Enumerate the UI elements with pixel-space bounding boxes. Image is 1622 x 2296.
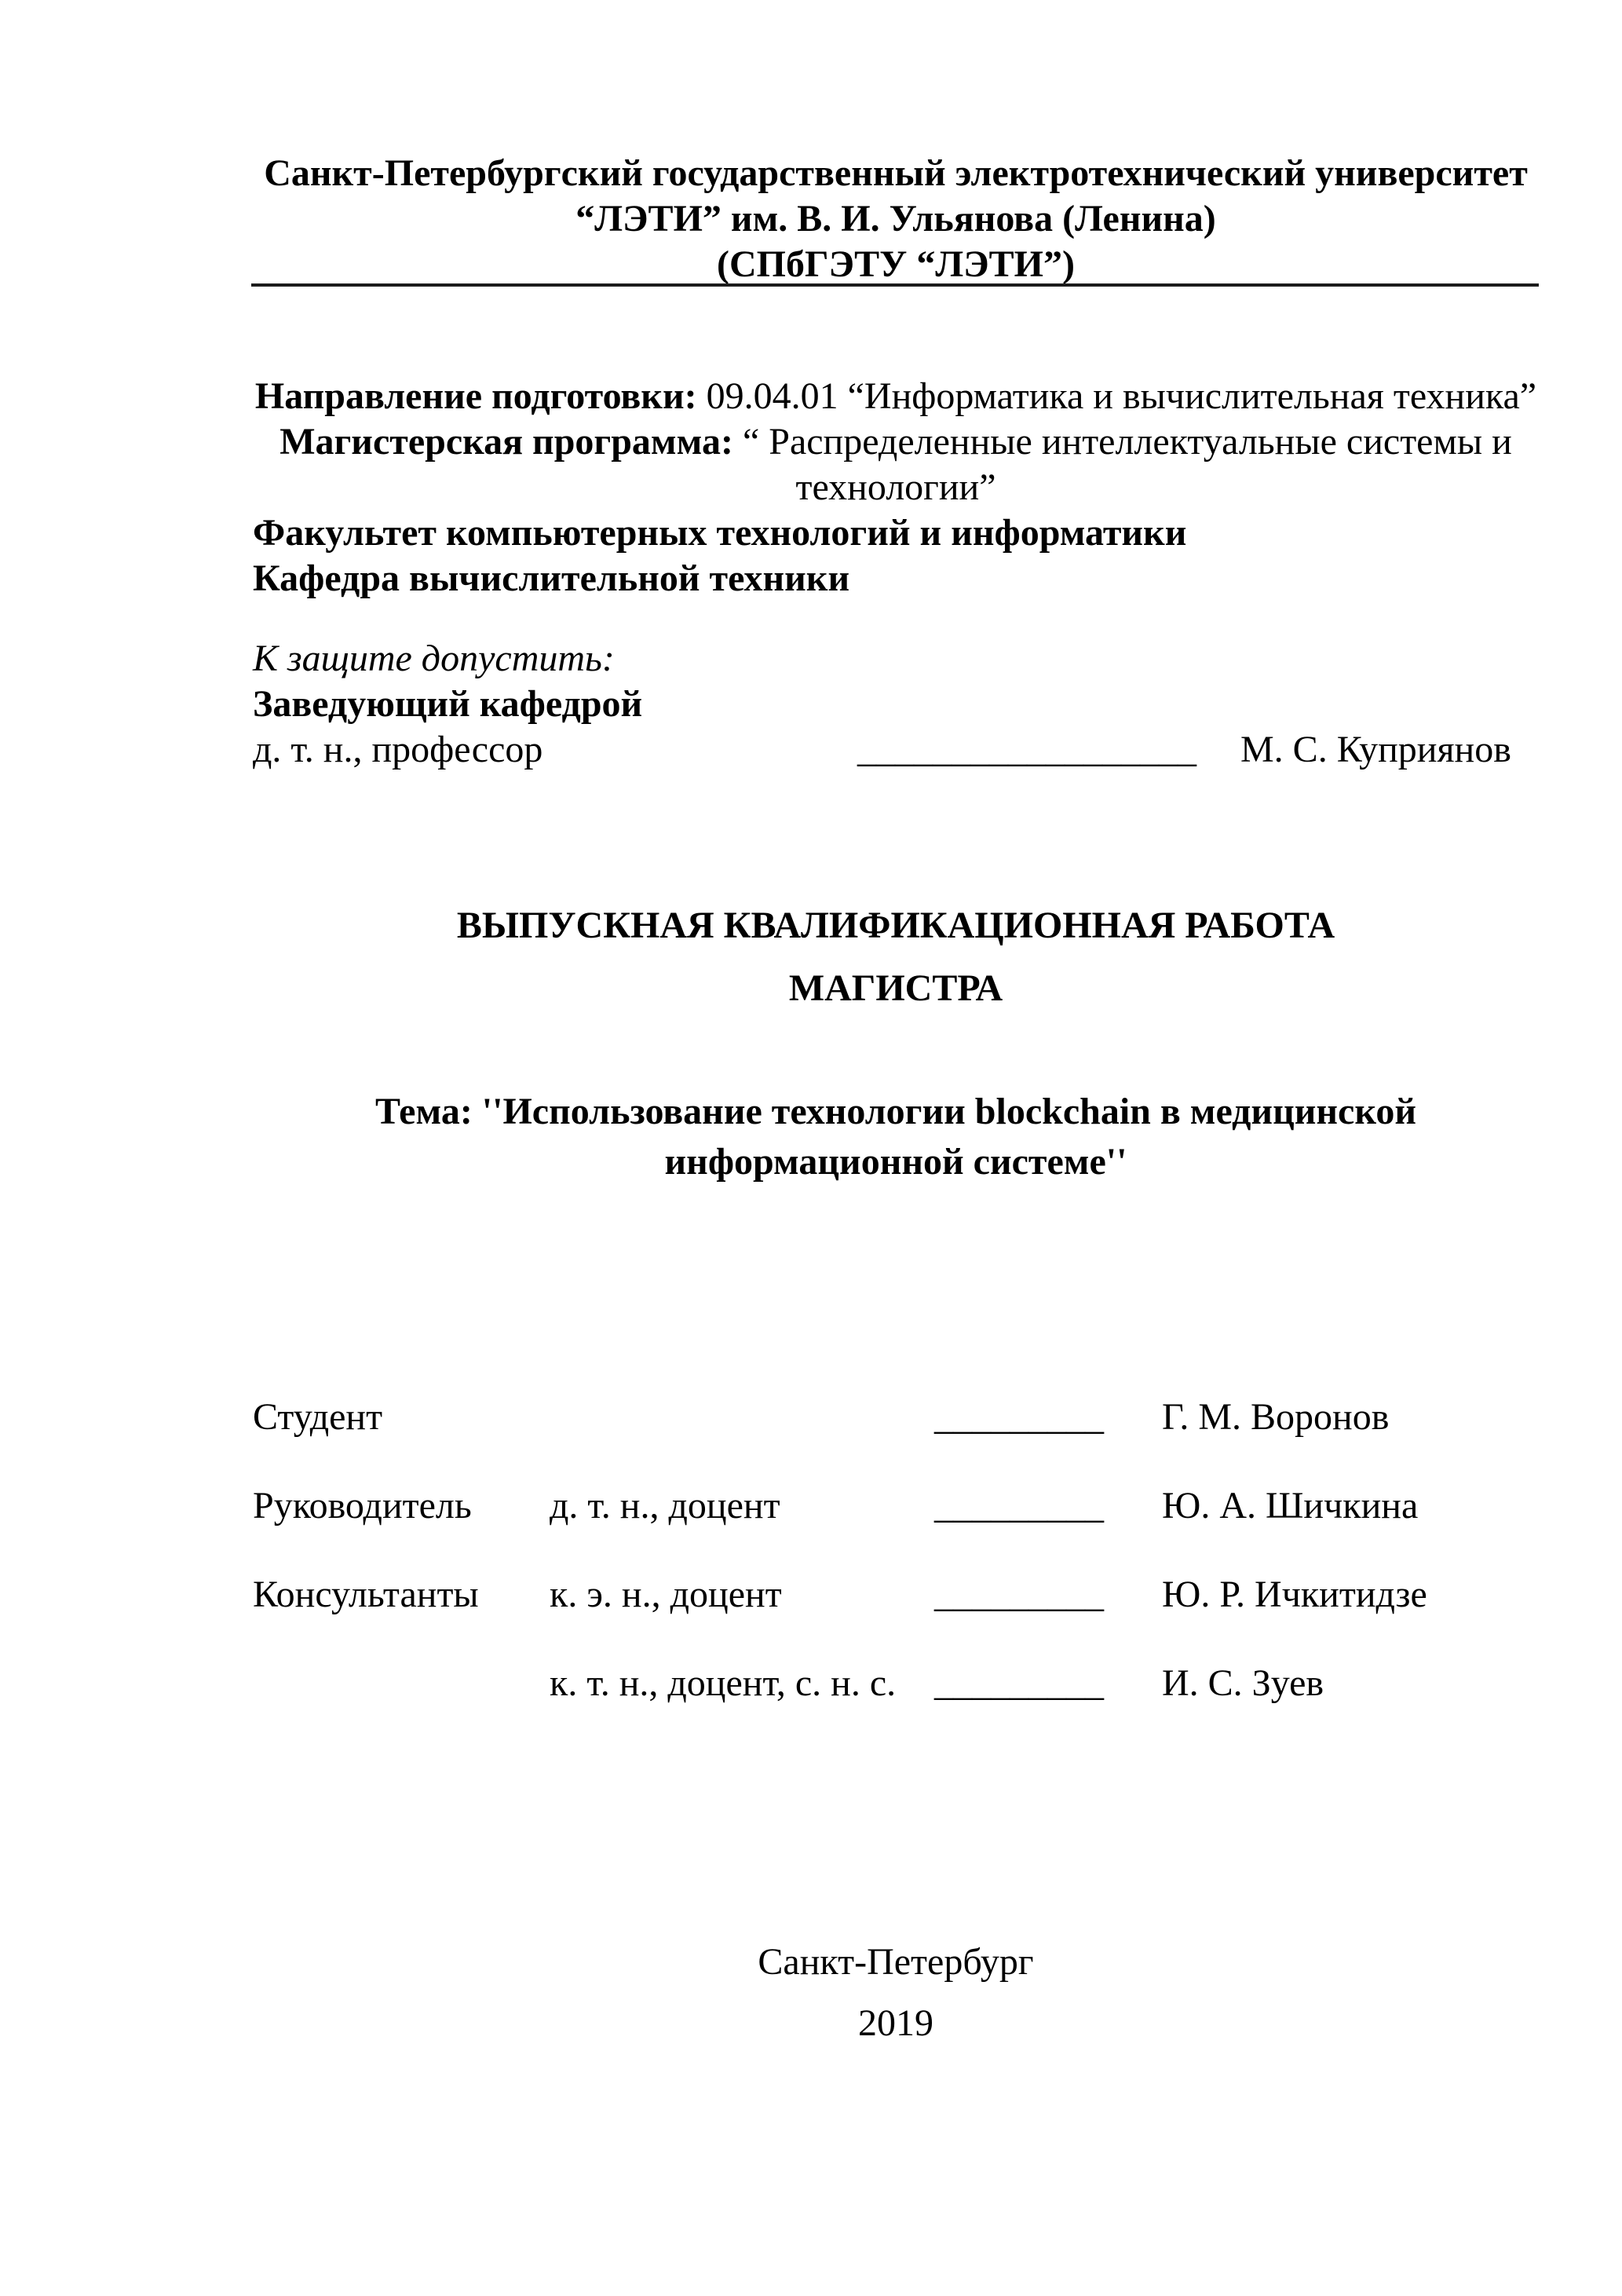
faculty-line: Факультет компьютерных технологий и информатики [253, 512, 1187, 554]
permit-line: К защите допустить: [253, 638, 615, 679]
head-signature-blank: __________________ [857, 729, 1196, 770]
head-signature-row [253, 727, 1539, 773]
signature-row [253, 1395, 1539, 1440]
footer-block [253, 1940, 1539, 2046]
signature-degree: к. т. н., доцент, с. н. с. [550, 1662, 897, 1704]
university-name-leti: “ЛЭТИ” им. В. И. Ульянова (Ленина) [575, 198, 1216, 239]
work-title-line1: ВЫПУСКНАЯ КВАЛИФИКАЦИОННАЯ РАБОТА [456, 905, 1335, 946]
signature-role: Руководитель [253, 1485, 472, 1526]
university-abbreviation: (СПбГЭТУ “ЛЭТИ”) [717, 243, 1075, 285]
direction-line [253, 374, 1539, 419]
head-of-department-title: Заведующий кафедрой [253, 683, 643, 725]
header-rule [251, 283, 1539, 287]
signature-row [253, 1572, 1539, 1618]
program-block [253, 374, 1539, 601]
signature-degree: д. т. н., доцент [550, 1485, 780, 1526]
signature-name: Г. М. Воронов [1162, 1396, 1390, 1438]
signature-name: Ю. А. Шичкина [1162, 1485, 1419, 1526]
signature-blank: _________ [934, 1574, 1104, 1615]
signature-degree: к. э. н., доцент [550, 1574, 782, 1615]
university-header [253, 151, 1539, 287]
direction-value: 09.04.01 “Информатика и вычислительная техника” [696, 375, 1537, 417]
signature-role: Студент [253, 1396, 383, 1438]
admission-block [253, 636, 1539, 773]
head-degree: д. т. н., профессор [253, 729, 543, 770]
topic-line: Тема: ''Использование технологии blockchain в медицинской информационной системе'' [374, 1091, 1417, 1183]
university-name: Санкт-Петербургский государственный электротехнический университет [264, 152, 1528, 194]
signature-row [253, 1661, 1539, 1706]
signature-blank: _________ [934, 1662, 1104, 1704]
signature-name: И. С. Зуев [1162, 1662, 1324, 1704]
department-line: Кафедра вычислительной техники [253, 558, 850, 599]
signature-name: Ю. Р. Ичкитидзе [1162, 1574, 1427, 1615]
footer-city: Санкт-Петербург [758, 1941, 1034, 1983]
direction-label: Направление подготовки: [254, 375, 697, 417]
head-name: М. С. Куприянов [1240, 729, 1511, 770]
master-program-value: “ Распределенные интеллектуальные системы и технологии” [732, 421, 1512, 508]
work-title [253, 903, 1539, 1011]
signature-blank: _________ [934, 1396, 1104, 1438]
master-program-line [253, 419, 1539, 510]
signature-table [253, 1395, 1539, 1749]
master-program-label: Магистерская программа: [279, 421, 733, 462]
signature-blank: _________ [934, 1485, 1104, 1526]
footer-year: 2019 [858, 2002, 933, 2044]
signature-role: Консультанты [253, 1574, 479, 1615]
signature-row [253, 1483, 1539, 1529]
work-title-line2: МАГИСТРА [788, 967, 1003, 1009]
